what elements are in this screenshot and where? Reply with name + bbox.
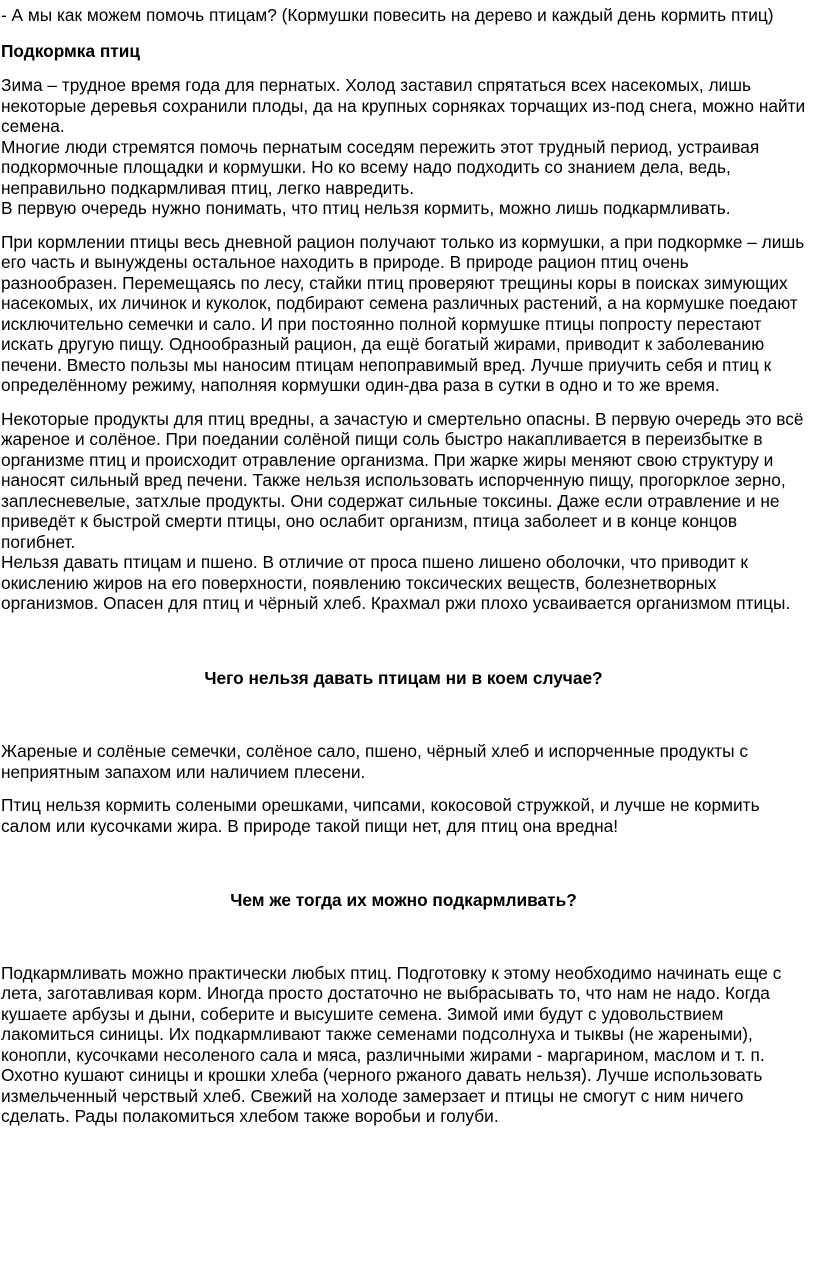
- intro-question: - А мы как можем помочь птицам? (Кормушки повесить на дерево и каждый день кормить птиц): [1, 5, 774, 25]
- section-title-forbidden: Чего нельзя давать птицам ни в коем случае?: [204, 667, 603, 688]
- section-title-feeding: Подкормка птиц: [1, 40, 141, 61]
- paragraph-forbidden-list: Жареные и солёные семечки, солёное сало, пшено, чёрный хлеб и испорченные продукты с неприятным запахом или наличием плесени.: [1, 741, 749, 782]
- paragraph-feeding-diet: При кормлении птицы весь дневной рацион получают только из кормушки, а при подкормке – лишь его часть и вынуждены остальное находить в природе. В природе рацион птиц очень разнообразен. Перемещаясь по лесу, стайки птиц проверяют трещины коры в поисках зимующих насекомых, их личинок и куколок, подбирают семена различных растений, а на кормушке поедают исключительно семечки и сало. И при постоянно полной кормушке птицы попросту перестают искать другую пищу. Однообразный рацион, да ещё богатый жирами, приводит к заболеванию печени. Вместо пользы мы наносим птицам непоправимый вред. Лучше приучить себя и птиц к определённому режиму, наполняя кормушки один-два раза в сутки в одно и то же время.: [1, 231, 805, 395]
- paragraph-winter: Зима – трудное время года для пернатых. Холод заставил спрятаться всех насекомых, лишь некоторые деревья сохранили плоды, да на крупных сорняках торчащих из-под снега, можно найти семена.: [1, 75, 806, 136]
- paragraph-people-help: Многие люди стремятся помочь пернатым соседям пережить этот трудный период, устраивая подкормочные площадки и кормушки. Но ко всему надо подходить со знанием дела, ведь, неправильно подкармливая птиц, легко навредить.: [1, 136, 760, 198]
- paragraph-forbidden-snacks: Птиц нельзя кормить солеными орешками, чипсами, кокосовой стружкой, и лучше не кормить салом или кусочками жира. В природе такой пищи нет, для птиц она вредна!: [1, 795, 760, 836]
- paragraph-allowed-food: Подкармливать можно практически любых птиц. Подготовку к этому необходимо начинать еще с лета, заготавливая корм. Иногда просто достаточно не выбрасывать то, что нам не надо. Когда кушаете арбузы и дыни, соберите и высушите семена. Зимой ими будут с удовольствием лакомиться синицы. Их подкармливают также семенами подсолнуха и тыквы (не жареными), конопли, кусочками несоленого сала и мяса, различными жирами - маргарином, маслом и т. п. Охотно кушают синицы и крошки хлеба (черного ржаного давать нельзя). Лучше использовать измельченный черствый хлеб. Свежий на холоде замерзает и птицы не смогут с ним ничего сделать. Рады полакомиться хлебом также воробьи и голуби.: [1, 962, 782, 1126]
- section-title-allowed: Чем же тогда их можно подкармливать?: [230, 890, 577, 910]
- paragraph-harmful-products: Некоторые продукты для птиц вредны, а зачастую и смертельно опасны. В первую очередь это всё жареное и солёное. При поедании солёной пищи соль быстро накапливается в переизбытке в организме птиц и происходит отравление организма. При жарке жиры меняют свою структуру и наносят сильный вред печени. Также нельзя использовать испорченную пищу, прогорклое зерно, заплесневелые, затхлые продукты. Они содержат сильные токсины. Даже если отравление и не приведёт к быстрой смерти птицы, оно ослабит организм, птица заболеет и в конце концов погибнет.: [1, 408, 804, 552]
- paragraph-millet: Нельзя давать птицам и пшено. В отличие от проса пшено лишено оболочки, что приводит к окислению жиров на его поверхности, появлению токсических веществ, болезнетворных организмов. Опасен для птиц и чёрный хлеб. Крахмал ржи плохо усваивается организмом птицы.: [1, 552, 791, 613]
- paragraph-first-rule: В первую очередь нужно понимать, что птиц нельзя кормить, можно лишь подкармливать.: [1, 198, 731, 218]
